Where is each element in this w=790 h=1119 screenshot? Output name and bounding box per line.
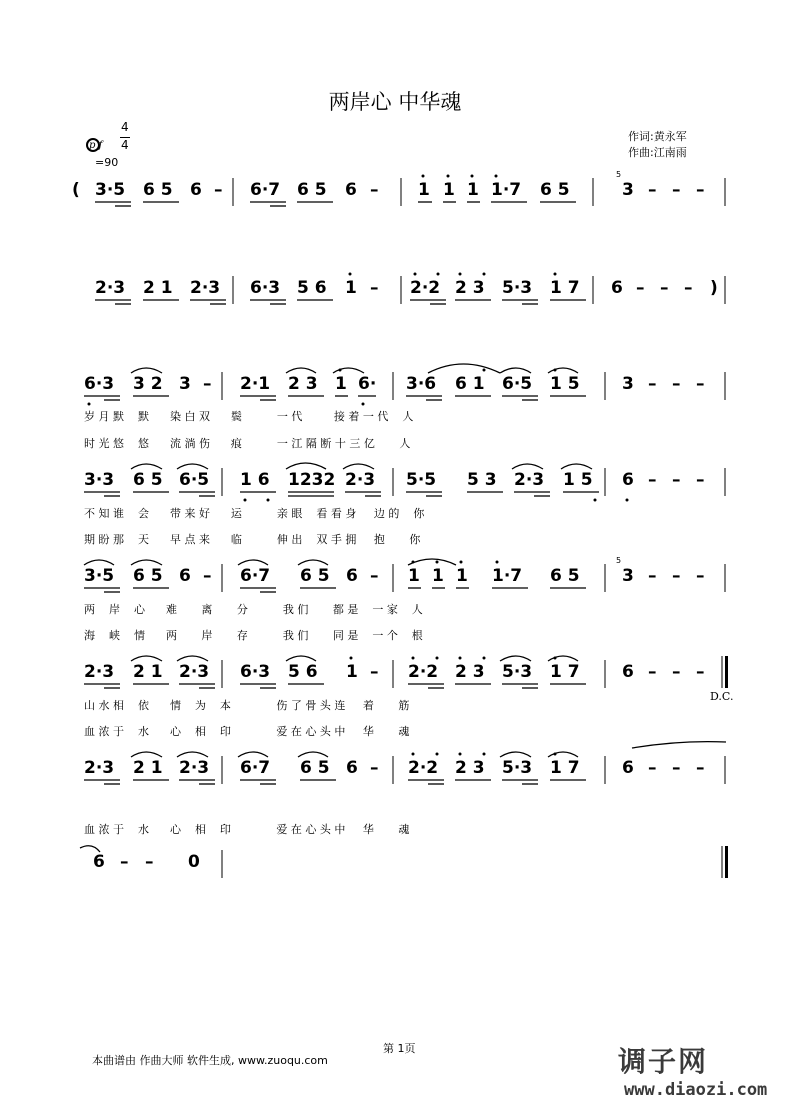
note-r2-c5: 2 3 [288,374,318,394]
grace-mark-1: 5 [616,170,622,179]
note-r2-c0: 6·3 [84,374,115,394]
note-r5-c0: 2·3 [84,662,115,682]
note-r1-c12: – [636,278,645,298]
note-r1-c9: 5·3 [502,278,533,298]
footer-credit: 本曲谱由 作曲大师 软件生成, www.zuoqu.com [92,1054,328,1067]
meter-numerator: 4 [121,120,129,134]
lyric-line-3: 期 盼 那 天 早 点 来 临 伸 出 双 手 拥 抱 你 [84,533,421,546]
note-r1-c0: 2·3 [95,278,126,298]
song-title: 两岸心 中华魂 [328,90,462,114]
note-r3-c8: 2·3 [514,470,545,490]
note-r4-c1: 6 5 [133,566,163,586]
lyric-line-1: 时 光 悠 悠 流 淌 伤 痕 一 江 隔 断 十 三 亿 人 [84,437,411,450]
note-r7-c1: – [120,852,129,872]
tempo-mark: =90 [95,156,119,169]
note-r1-c3: 6·3 [250,278,281,298]
note-r5-c13: – [672,662,681,682]
note-r4-c10: 1 [456,566,468,586]
note-r2-c8: 3·6 [406,374,437,394]
site-logo-url: www.diaozi.com [624,1080,768,1100]
note-r0-c9: 1 [418,180,430,200]
note-r2-c13: – [648,374,657,394]
note-r4-c0: 3·5 [84,566,115,586]
note-r5-c11: 6 [622,662,634,682]
page-number: 第 1页 [383,1042,416,1055]
note-r0-c2: 6 5 [143,180,173,200]
note-r6-c12: – [648,758,657,778]
note-r6-c11: 6 [622,758,634,778]
note-r2-c15: – [696,374,705,394]
note-r2-c2: 3 [179,374,191,394]
note-r4-c12: 6 5 [550,566,580,586]
note-r2-c10: 6·5 [502,374,533,394]
note-r5-c10: 1 7 [550,662,580,682]
note-r0-c7: 6 [345,180,357,200]
note-r4-c5: 6 5 [300,566,330,586]
note-r0-c15: – [648,180,657,200]
note-r3-c13: – [696,470,705,490]
note-r6-c10: 1 7 [550,758,580,778]
note-r5-c1: 2 1 [133,662,163,682]
note-r6-c14: – [696,758,705,778]
note-r1-c6: – [370,278,379,298]
note-r3-c6: 5·5 [406,470,437,490]
note-r4-c7: – [370,566,379,586]
site-logo-text: 调子网 [618,1045,709,1078]
note-r6-c7: 2·2 [408,758,439,778]
note-r2-c14: – [672,374,681,394]
grace-mark-2: 5 [616,556,622,565]
note-r0-c14: 3 [622,180,634,200]
note-r2-c7: 6· [358,374,377,394]
note-r1-c2: 2·3 [190,278,221,298]
note-r7-c0: 6 [93,852,105,872]
note-r2-c6: 1 [335,374,347,394]
note-r3-c3: 1 6 [240,470,270,490]
note-r4-c9: 1 [432,566,444,586]
note-r2-c1: 3 2 [133,374,163,394]
note-r6-c6: – [370,758,379,778]
note-r0-c4: – [214,180,223,200]
note-r6-c0: 2·3 [84,758,115,778]
lyric-line-0: 岁 月 默 默 染 白 双 鬓 一 代 接 着 一 代 人 [84,410,414,423]
note-r5-c9: 5·3 [502,662,533,682]
note-r5-c7: 2·2 [408,662,439,682]
note-r7-c3: 0 [188,852,200,872]
lyric-line-8: 血 浓 于 水 心 相 印 爱 在 心 头 中 华 魂 [84,823,410,836]
note-r1-c10: 1 7 [550,278,580,298]
note-r4-c13: 3 [622,566,634,586]
note-r4-c6: 6 [346,566,358,586]
note-r6-c13: – [672,758,681,778]
note-r7-c2: – [145,852,154,872]
note-r1-c5: 1 [345,278,357,298]
note-r6-c2: 2·3 [179,758,210,778]
note-r0-c16: – [672,180,681,200]
note-r2-c4: 2·1 [240,374,271,394]
note-r6-c3: 6·7 [240,758,271,778]
note-r5-c2: 2·3 [179,662,210,682]
lyric-line-2: 不 知 谁 会 带 来 好 运 亲 眼 看 看 身 边 的 你 [84,507,425,520]
note-r3-c12: – [672,470,681,490]
note-r1-c7: 2·2 [410,278,441,298]
note-r5-c12: – [648,662,657,682]
note-r2-c12: 3 [622,374,634,394]
note-r0-c5: 6·7 [250,180,281,200]
note-r1-c1: 2 1 [143,278,173,298]
note-r4-c11: 1·7 [492,566,523,586]
note-r1-c8: 2 3 [455,278,485,298]
note-r5-c14: – [696,662,705,682]
note-r0-c3: 6 [190,180,202,200]
note-r3-c10: 6 [622,470,634,490]
lyric-line-4: 两 岸 心 难 离 分 我 们 都 是 一 家 人 [84,603,423,616]
note-r3-c2: 6·5 [179,470,210,490]
note-r4-c8: 1 [408,566,420,586]
note-r1-c13: – [660,278,669,298]
note-r5-c6: – [370,662,379,682]
note-r0-c11: 1 [467,180,479,200]
note-r3-c5: 2·3 [345,470,376,490]
note-r6-c1: 2 1 [133,758,163,778]
note-r4-c14: – [648,566,657,586]
note-r6-c9: 5·3 [502,758,533,778]
note-r1-c14: – [684,278,693,298]
lyric-line-5: 海 峡 情 两 岸 存 我 们 同 是 一 个 根 [84,629,423,642]
note-r5-c4: 5 6 [288,662,318,682]
note-r4-c16: – [696,566,705,586]
treble-clef-icon [86,138,103,152]
note-r3-c11: – [648,470,657,490]
dynamics-mark: p f [89,140,103,151]
note-r3-c9: 1 5 [563,470,593,490]
note-r0-c17: – [696,180,705,200]
note-r2-c11: 1 5 [550,374,580,394]
meter-denominator: 4 [121,138,129,152]
note-r4-c4: 6·7 [240,566,271,586]
note-r0-c12: 1·7 [491,180,522,200]
note-r0-c13: 6 5 [540,180,570,200]
lyric-line-7: 血 浓 于 水 心 相 印 爱 在 心 头 中 华 魂 [84,725,410,738]
lyricist-credit: 作词:黄永军 [628,130,687,143]
note-r4-c2: 6 [179,566,191,586]
note-r5-c3: 6·3 [240,662,271,682]
note-r1-c4: 5 6 [297,278,327,298]
note-r6-c8: 2 3 [455,758,485,778]
lyric-line-6: 山 水 相 依 情 为 本 伤 了 骨 头 连 着 筋 [84,699,410,712]
note-r5-c5: 1 [346,662,358,682]
note-r2-c3: – [203,374,212,394]
note-r0-c10: 1 [443,180,455,200]
note-r1-c15: ) [710,278,718,298]
note-r4-c3: – [203,566,212,586]
note-r0-c6: 6 5 [297,180,327,200]
note-r6-c4: 6 5 [300,758,330,778]
note-r3-c0: 3·3 [84,470,115,490]
dc-mark: D.C. [710,690,734,703]
note-r3-c4: 1232 [288,470,336,490]
note-r0-c0: ( [72,180,80,200]
note-r4-c15: – [672,566,681,586]
note-r0-c8: – [370,180,379,200]
note-r3-c7: 5 3 [467,470,497,490]
note-r1-c11: 6 [611,278,623,298]
note-r2-c9: 6 1 [455,374,485,394]
note-r3-c1: 6 5 [133,470,163,490]
composer-credit: 作曲:江南雨 [628,146,687,159]
note-r0-c1: 3·5 [95,180,126,200]
note-r6-c5: 6 [346,758,358,778]
note-r5-c8: 2 3 [455,662,485,682]
